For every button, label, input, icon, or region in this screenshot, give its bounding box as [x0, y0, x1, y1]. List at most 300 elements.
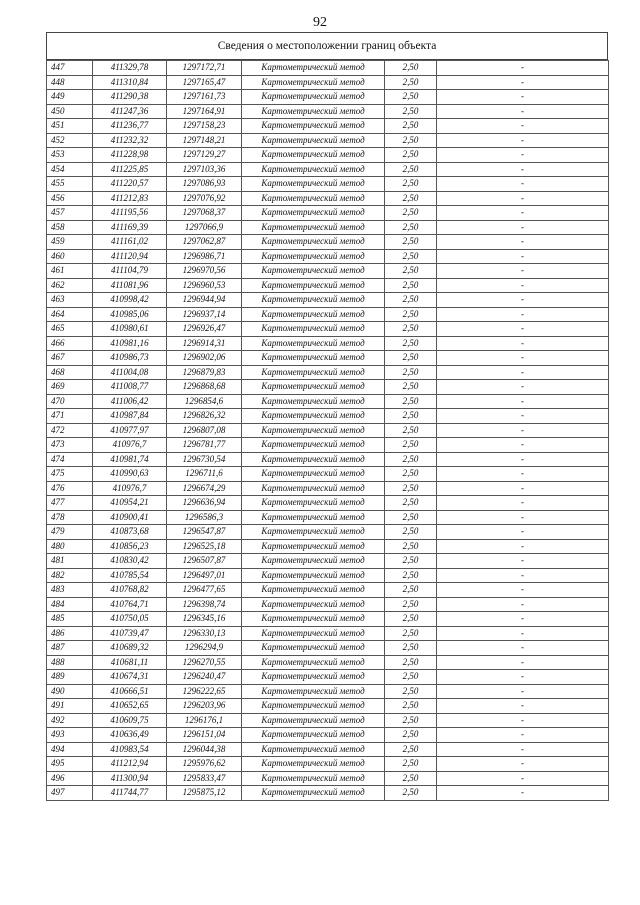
y-coordinate-cell: 1295875,12 [167, 786, 242, 801]
y-coordinate-cell: 1297161,73 [167, 90, 242, 105]
table-row [47, 539, 609, 554]
method-cell: Картометрический метод [242, 467, 385, 482]
table-row [47, 641, 609, 656]
description-cell: - [437, 554, 609, 569]
accuracy-cell: 2,50 [385, 757, 437, 772]
y-coordinate-cell: 1297086,93 [167, 177, 242, 192]
method-cell: Картометрический метод [242, 133, 385, 148]
y-coordinate-cell: 1296826,32 [167, 409, 242, 424]
description-cell: - [437, 670, 609, 685]
description-cell: - [437, 583, 609, 598]
accuracy-cell: 2,50 [385, 90, 437, 105]
table-row [47, 467, 609, 482]
description-cell: - [437, 742, 609, 757]
method-cell: Картометрический метод [242, 612, 385, 627]
description-cell: - [437, 162, 609, 177]
point-number-cell: 474 [47, 452, 93, 467]
table-row [47, 655, 609, 670]
x-coordinate-cell: 410830,42 [93, 554, 167, 569]
description-cell: - [437, 539, 609, 554]
accuracy-cell: 2,50 [385, 626, 437, 641]
method-cell: Картометрический метод [242, 655, 385, 670]
y-coordinate-cell: 1295833,47 [167, 771, 242, 786]
x-coordinate-cell: 410990,63 [93, 467, 167, 482]
point-number-cell: 450 [47, 104, 93, 119]
method-cell: Картометрический метод [242, 61, 385, 76]
method-cell: Картометрический метод [242, 104, 385, 119]
point-number-cell: 457 [47, 206, 93, 221]
table-row [47, 554, 609, 569]
y-coordinate-cell: 1297164,91 [167, 104, 242, 119]
coordinates-table [46, 60, 609, 801]
table-row [47, 394, 609, 409]
point-number-cell: 464 [47, 307, 93, 322]
point-number-cell: 456 [47, 191, 93, 206]
method-cell: Картометрический метод [242, 177, 385, 192]
description-cell: - [437, 206, 609, 221]
y-coordinate-cell: 1296222,65 [167, 684, 242, 699]
accuracy-cell: 2,50 [385, 786, 437, 801]
accuracy-cell: 2,50 [385, 278, 437, 293]
point-number-cell: 494 [47, 742, 93, 757]
table-row [47, 409, 609, 424]
method-cell: Картометрический метод [242, 742, 385, 757]
point-number-cell: 478 [47, 510, 93, 525]
x-coordinate-cell: 410689,32 [93, 641, 167, 656]
table-row [47, 684, 609, 699]
method-cell: Картометрический метод [242, 75, 385, 90]
y-coordinate-cell: 1296044,38 [167, 742, 242, 757]
point-number-cell: 476 [47, 481, 93, 496]
description-cell: - [437, 612, 609, 627]
table-row [47, 757, 609, 772]
description-cell: - [437, 409, 609, 424]
method-cell: Картометрический метод [242, 699, 385, 714]
y-coordinate-cell: 1295976,62 [167, 757, 242, 772]
method-cell: Картометрический метод [242, 554, 385, 569]
method-cell: Картометрический метод [242, 597, 385, 612]
table-row [47, 191, 609, 206]
y-coordinate-cell: 1296547,87 [167, 525, 242, 540]
y-coordinate-cell: 1296294,9 [167, 641, 242, 656]
table-row [47, 510, 609, 525]
table-row [47, 177, 609, 192]
table-body [47, 61, 609, 801]
y-coordinate-cell: 1296151,04 [167, 728, 242, 743]
x-coordinate-cell: 411195,56 [93, 206, 167, 221]
x-coordinate-cell: 410666,51 [93, 684, 167, 699]
accuracy-cell: 2,50 [385, 684, 437, 699]
point-number-cell: 489 [47, 670, 93, 685]
description-cell: - [437, 713, 609, 728]
y-coordinate-cell: 1296868,68 [167, 380, 242, 395]
method-cell: Картометрический метод [242, 322, 385, 337]
accuracy-cell: 2,50 [385, 612, 437, 627]
description-cell: - [437, 365, 609, 380]
accuracy-cell: 2,50 [385, 191, 437, 206]
point-number-cell: 451 [47, 119, 93, 134]
x-coordinate-cell: 411329,78 [93, 61, 167, 76]
point-number-cell: 471 [47, 409, 93, 424]
method-cell: Картометрический метод [242, 481, 385, 496]
x-coordinate-cell: 411744,77 [93, 786, 167, 801]
accuracy-cell: 2,50 [385, 655, 437, 670]
x-coordinate-cell: 411310,84 [93, 75, 167, 90]
accuracy-cell: 2,50 [385, 394, 437, 409]
y-coordinate-cell: 1296902,06 [167, 351, 242, 366]
x-coordinate-cell: 411212,83 [93, 191, 167, 206]
table-row [47, 278, 609, 293]
y-coordinate-cell: 1296854,6 [167, 394, 242, 409]
point-number-cell: 455 [47, 177, 93, 192]
table-row [47, 525, 609, 540]
table-row [47, 670, 609, 685]
point-number-cell: 480 [47, 539, 93, 554]
table-row [47, 626, 609, 641]
x-coordinate-cell: 410609,75 [93, 713, 167, 728]
y-coordinate-cell: 1296960,53 [167, 278, 242, 293]
x-coordinate-cell: 410764,71 [93, 597, 167, 612]
y-coordinate-cell: 1296203,96 [167, 699, 242, 714]
description-cell: - [437, 191, 609, 206]
method-cell: Картометрический метод [242, 452, 385, 467]
description-cell: - [437, 641, 609, 656]
accuracy-cell: 2,50 [385, 670, 437, 685]
x-coordinate-cell: 411290,38 [93, 90, 167, 105]
x-coordinate-cell: 410976,7 [93, 438, 167, 453]
accuracy-cell: 2,50 [385, 423, 437, 438]
table-row [47, 583, 609, 598]
point-number-cell: 459 [47, 235, 93, 250]
method-cell: Картометрический метод [242, 539, 385, 554]
y-coordinate-cell: 1297076,92 [167, 191, 242, 206]
y-coordinate-cell: 1297158,23 [167, 119, 242, 134]
point-number-cell: 458 [47, 220, 93, 235]
x-coordinate-cell: 410981,16 [93, 336, 167, 351]
x-coordinate-cell: 410674,31 [93, 670, 167, 685]
table-row [47, 423, 609, 438]
point-number-cell: 497 [47, 786, 93, 801]
description-cell: - [437, 423, 609, 438]
point-number-cell: 475 [47, 467, 93, 482]
accuracy-cell: 2,50 [385, 568, 437, 583]
point-number-cell: 447 [47, 61, 93, 76]
table-row [47, 249, 609, 264]
y-coordinate-cell: 1296937,14 [167, 307, 242, 322]
accuracy-cell: 2,50 [385, 713, 437, 728]
table-row [47, 728, 609, 743]
method-cell: Картометрический метод [242, 786, 385, 801]
point-number-cell: 448 [47, 75, 93, 90]
point-number-cell: 460 [47, 249, 93, 264]
point-number-cell: 463 [47, 293, 93, 308]
x-coordinate-cell: 411236,77 [93, 119, 167, 134]
accuracy-cell: 2,50 [385, 539, 437, 554]
point-number-cell: 479 [47, 525, 93, 540]
description-cell: - [437, 467, 609, 482]
accuracy-cell: 2,50 [385, 699, 437, 714]
method-cell: Картометрический метод [242, 771, 385, 786]
accuracy-cell: 2,50 [385, 467, 437, 482]
description-cell: - [437, 90, 609, 105]
description-cell: - [437, 568, 609, 583]
x-coordinate-cell: 410986,73 [93, 351, 167, 366]
point-number-cell: 472 [47, 423, 93, 438]
accuracy-cell: 2,50 [385, 133, 437, 148]
table-row [47, 119, 609, 134]
x-coordinate-cell: 411247,36 [93, 104, 167, 119]
method-cell: Картометрический метод [242, 206, 385, 221]
method-cell: Картометрический метод [242, 684, 385, 699]
accuracy-cell: 2,50 [385, 162, 437, 177]
point-number-cell: 488 [47, 655, 93, 670]
description-cell: - [437, 75, 609, 90]
point-number-cell: 449 [47, 90, 93, 105]
y-coordinate-cell: 1296926,47 [167, 322, 242, 337]
description-cell: - [437, 394, 609, 409]
point-number-cell: 491 [47, 699, 93, 714]
y-coordinate-cell: 1296477,65 [167, 583, 242, 598]
description-cell: - [437, 220, 609, 235]
y-coordinate-cell: 1296970,56 [167, 264, 242, 279]
table-row [47, 496, 609, 511]
method-cell: Картометрический метод [242, 380, 385, 395]
point-number-cell: 492 [47, 713, 93, 728]
point-number-cell: 468 [47, 365, 93, 380]
accuracy-cell: 2,50 [385, 249, 437, 264]
y-coordinate-cell: 1296270,55 [167, 655, 242, 670]
description-cell: - [437, 481, 609, 496]
description-cell: - [437, 510, 609, 525]
x-coordinate-cell: 410785,54 [93, 568, 167, 583]
point-number-cell: 484 [47, 597, 93, 612]
x-coordinate-cell: 410980,61 [93, 322, 167, 337]
accuracy-cell: 2,50 [385, 148, 437, 163]
accuracy-cell: 2,50 [385, 104, 437, 119]
description-cell: - [437, 626, 609, 641]
description-cell: - [437, 293, 609, 308]
description-cell: - [437, 264, 609, 279]
table-row [47, 264, 609, 279]
table-row [47, 322, 609, 337]
table-row [47, 61, 609, 76]
table-row [47, 452, 609, 467]
point-number-cell: 487 [47, 641, 93, 656]
y-coordinate-cell: 1296330,13 [167, 626, 242, 641]
x-coordinate-cell: 411169,39 [93, 220, 167, 235]
x-coordinate-cell: 410954,21 [93, 496, 167, 511]
point-number-cell: 452 [47, 133, 93, 148]
x-coordinate-cell: 410998,42 [93, 293, 167, 308]
description-cell: - [437, 351, 609, 366]
y-coordinate-cell: 1296781,77 [167, 438, 242, 453]
y-coordinate-cell: 1297165,47 [167, 75, 242, 90]
table-row [47, 90, 609, 105]
accuracy-cell: 2,50 [385, 235, 437, 250]
description-cell: - [437, 438, 609, 453]
point-number-cell: 496 [47, 771, 93, 786]
x-coordinate-cell: 411220,57 [93, 177, 167, 192]
y-coordinate-cell: 1296586,3 [167, 510, 242, 525]
table-row [47, 220, 609, 235]
description-cell: - [437, 496, 609, 511]
description-cell: - [437, 104, 609, 119]
method-cell: Картометрический метод [242, 249, 385, 264]
point-number-cell: 481 [47, 554, 93, 569]
description-cell: - [437, 771, 609, 786]
x-coordinate-cell: 411006,42 [93, 394, 167, 409]
method-cell: Картометрический метод [242, 191, 385, 206]
accuracy-cell: 2,50 [385, 61, 437, 76]
description-cell: - [437, 119, 609, 134]
method-cell: Картометрический метод [242, 583, 385, 598]
x-coordinate-cell: 411212,94 [93, 757, 167, 772]
x-coordinate-cell: 411228,98 [93, 148, 167, 163]
table-row [47, 293, 609, 308]
y-coordinate-cell: 1296730,54 [167, 452, 242, 467]
description-cell: - [437, 655, 609, 670]
method-cell: Картометрический метод [242, 162, 385, 177]
point-number-cell: 483 [47, 583, 93, 598]
table-row [47, 699, 609, 714]
accuracy-cell: 2,50 [385, 583, 437, 598]
accuracy-cell: 2,50 [385, 307, 437, 322]
point-number-cell: 477 [47, 496, 93, 511]
x-coordinate-cell: 410873,68 [93, 525, 167, 540]
point-number-cell: 493 [47, 728, 93, 743]
point-number-cell: 462 [47, 278, 93, 293]
y-coordinate-cell: 1296345,16 [167, 612, 242, 627]
table-row [47, 75, 609, 90]
accuracy-cell: 2,50 [385, 177, 437, 192]
method-cell: Картометрический метод [242, 409, 385, 424]
description-cell: - [437, 684, 609, 699]
y-coordinate-cell: 1296507,87 [167, 554, 242, 569]
table-title: Сведения о местоположении границ объекта [46, 32, 608, 60]
description-cell: - [437, 525, 609, 540]
description-cell: - [437, 61, 609, 76]
y-coordinate-cell: 1297066,9 [167, 220, 242, 235]
x-coordinate-cell: 410983,54 [93, 742, 167, 757]
description-cell: - [437, 757, 609, 772]
accuracy-cell: 2,50 [385, 409, 437, 424]
method-cell: Картометрический метод [242, 119, 385, 134]
x-coordinate-cell: 410681,11 [93, 655, 167, 670]
table-row [47, 597, 609, 612]
y-coordinate-cell: 1296398,74 [167, 597, 242, 612]
table-row [47, 148, 609, 163]
accuracy-cell: 2,50 [385, 728, 437, 743]
method-cell: Картометрический метод [242, 525, 385, 540]
table-row [47, 771, 609, 786]
accuracy-cell: 2,50 [385, 322, 437, 337]
table-row [47, 365, 609, 380]
accuracy-cell: 2,50 [385, 641, 437, 656]
y-coordinate-cell: 1296879,83 [167, 365, 242, 380]
y-coordinate-cell: 1296807,08 [167, 423, 242, 438]
point-number-cell: 454 [47, 162, 93, 177]
y-coordinate-cell: 1297068,37 [167, 206, 242, 221]
method-cell: Картометрический метод [242, 365, 385, 380]
y-coordinate-cell: 1297172,71 [167, 61, 242, 76]
method-cell: Картометрический метод [242, 496, 385, 511]
method-cell: Картометрический метод [242, 641, 385, 656]
description-cell: - [437, 177, 609, 192]
accuracy-cell: 2,50 [385, 75, 437, 90]
description-cell: - [437, 249, 609, 264]
x-coordinate-cell: 410981,74 [93, 452, 167, 467]
method-cell: Картометрический метод [242, 713, 385, 728]
method-cell: Картометрический метод [242, 626, 385, 641]
method-cell: Картометрический метод [242, 510, 385, 525]
method-cell: Картометрический метод [242, 670, 385, 685]
point-number-cell: 470 [47, 394, 93, 409]
table-row [47, 104, 609, 119]
point-number-cell: 490 [47, 684, 93, 699]
y-coordinate-cell: 1297129,27 [167, 148, 242, 163]
y-coordinate-cell: 1296176,1 [167, 713, 242, 728]
method-cell: Картометрический метод [242, 220, 385, 235]
description-cell: - [437, 336, 609, 351]
y-coordinate-cell: 1296240,47 [167, 670, 242, 685]
point-number-cell: 453 [47, 148, 93, 163]
table-row [47, 162, 609, 177]
method-cell: Картометрический метод [242, 568, 385, 583]
table-row [47, 568, 609, 583]
x-coordinate-cell: 410976,7 [93, 481, 167, 496]
x-coordinate-cell: 411008,77 [93, 380, 167, 395]
x-coordinate-cell: 410856,23 [93, 539, 167, 554]
method-cell: Картометрический метод [242, 351, 385, 366]
method-cell: Картометрический метод [242, 278, 385, 293]
description-cell: - [437, 148, 609, 163]
point-number-cell: 469 [47, 380, 93, 395]
table-row [47, 351, 609, 366]
point-number-cell: 486 [47, 626, 93, 641]
accuracy-cell: 2,50 [385, 380, 437, 395]
x-coordinate-cell: 410900,41 [93, 510, 167, 525]
method-cell: Картометрический метод [242, 336, 385, 351]
x-coordinate-cell: 411161,02 [93, 235, 167, 250]
method-cell: Картометрический метод [242, 293, 385, 308]
accuracy-cell: 2,50 [385, 438, 437, 453]
table-row [47, 336, 609, 351]
table-row [47, 133, 609, 148]
description-cell: - [437, 307, 609, 322]
method-cell: Картометрический метод [242, 307, 385, 322]
method-cell: Картометрический метод [242, 90, 385, 105]
table-row [47, 206, 609, 221]
description-cell: - [437, 380, 609, 395]
y-coordinate-cell: 1296986,71 [167, 249, 242, 264]
accuracy-cell: 2,50 [385, 742, 437, 757]
method-cell: Картометрический метод [242, 394, 385, 409]
x-coordinate-cell: 411120,94 [93, 249, 167, 264]
accuracy-cell: 2,50 [385, 264, 437, 279]
accuracy-cell: 2,50 [385, 525, 437, 540]
description-cell: - [437, 235, 609, 250]
description-cell: - [437, 728, 609, 743]
accuracy-cell: 2,50 [385, 771, 437, 786]
accuracy-cell: 2,50 [385, 351, 437, 366]
y-coordinate-cell: 1297103,36 [167, 162, 242, 177]
description-cell: - [437, 322, 609, 337]
x-coordinate-cell: 410750,05 [93, 612, 167, 627]
accuracy-cell: 2,50 [385, 510, 437, 525]
x-coordinate-cell: 410739,47 [93, 626, 167, 641]
table-row [47, 612, 609, 627]
point-number-cell: 485 [47, 612, 93, 627]
